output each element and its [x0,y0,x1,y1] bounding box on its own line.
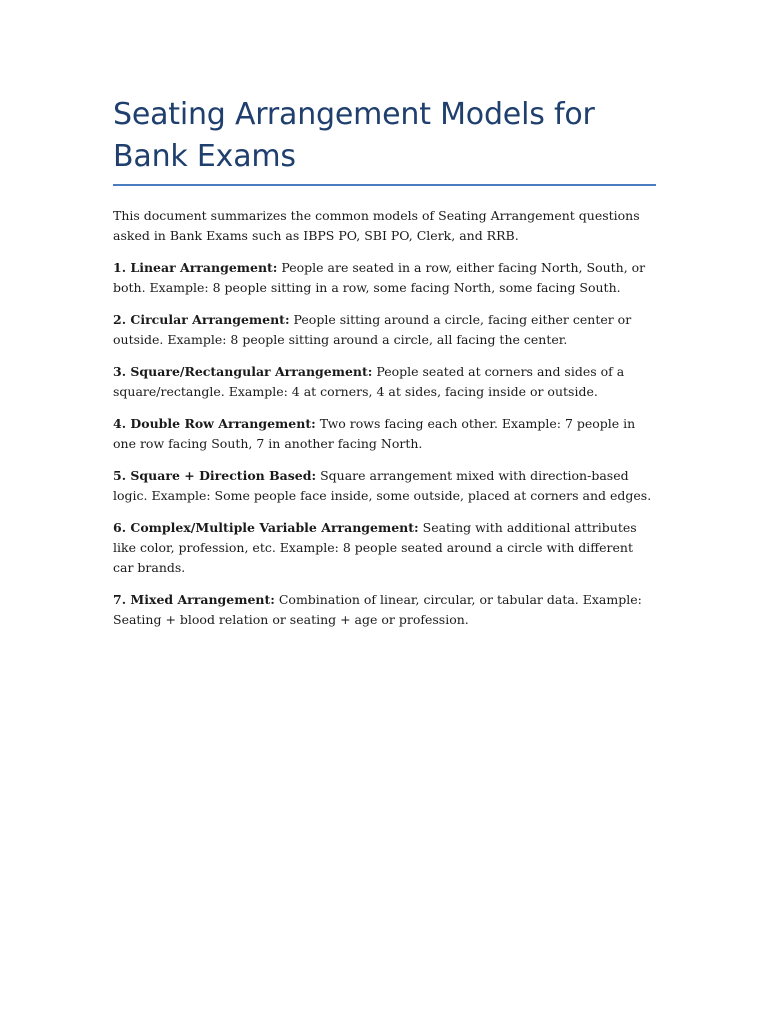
model-item-3 [113,362,656,402]
model-item-6 [113,518,656,578]
document-content [113,94,656,642]
title-underline-rule [113,184,656,186]
model-item-4 [113,414,656,454]
model-item-7 [113,590,656,630]
model-item-heading: 1. Linear Arrangement: [113,260,278,275]
intro-paragraph: This document summarizes the common models of Seating Arrangement questions asked in Bank Exams such as IBPS PO, SBI PO, Clerk, and RRB. [113,208,640,243]
model-item-heading: 3. Square/Rectangular Arrangement: [113,364,373,379]
model-item-heading: 2. Circular Arrangement: [113,312,290,327]
document-title: Seating Arrangement Models for Bank Exams [113,97,595,174]
model-item-heading: 7. Mixed Arrangement: [113,592,275,607]
model-item-5 [113,466,656,506]
model-item-text: Two rows facing each other. Example: 7 people in one row facing South, 7 in another facing North. [113,416,636,451]
model-item-text: Combination of linear, circular, or tabular data. Example: Seating + blood relation or seating + age or profession. [113,592,642,627]
model-item-2 [113,310,656,350]
model-item-text: Seating with additional attributes like color, profession, etc. Example: 8 people seated around a circle with different car brands. [113,520,637,575]
model-item-text: Square arrangement mixed with direction-based logic. Example: Some people face inside, some outside, placed at corners and edges. [113,468,652,503]
model-item-heading: 6. Complex/Multiple Variable Arrangement: [113,520,419,535]
model-item-heading: 4. Double Row Arrangement: [113,416,316,431]
model-item-1 [113,258,656,298]
model-item-text: People seated at corners and sides of a square/rectangle. Example: 4 at corners, 4 at sides, facing inside or outside. [113,364,625,399]
model-item-text: People are seated in a row, either facing North, South, or both. Example: 8 people sitting in a row, some facing North, some facing South. [113,260,646,295]
model-item-text: People sitting around a circle, facing either center or outside. Example: 8 people sitting around a circle, all facing the center. [113,312,632,347]
model-item-heading: 5. Square + Direction Based: [113,468,317,483]
